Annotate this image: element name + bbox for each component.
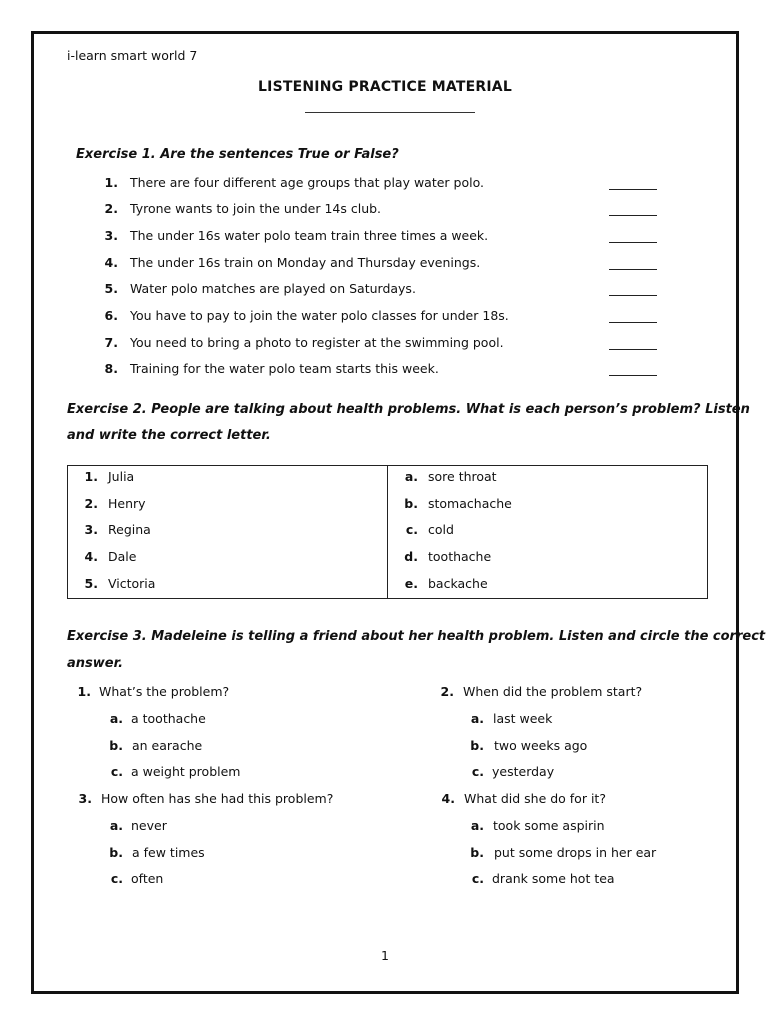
problem-row: d. toothache [404, 549, 492, 564]
page-border [31, 31, 766, 994]
option-letter[interactable]: b. [109, 738, 123, 753]
option-letter[interactable]: a. [109, 818, 123, 833]
answer-blank[interactable] [609, 269, 657, 270]
question-text: How often has she had this problem? [101, 791, 334, 806]
option-letter[interactable]: a. [470, 818, 484, 833]
answer-blank[interactable] [609, 242, 657, 243]
option-letter[interactable]: c. [110, 764, 123, 779]
answer-blank[interactable] [609, 375, 657, 376]
problem-row: c. cold [405, 522, 454, 537]
ex1-item-text: Water polo matches are played on Saturdays. [130, 281, 416, 296]
question-text: What did she do for it? [464, 791, 606, 806]
ex1-item-num: 4. [104, 255, 118, 270]
matching-table [67, 465, 708, 599]
option-letter[interactable]: c. [471, 871, 484, 886]
answer-blank[interactable] [609, 349, 657, 350]
answer-blank[interactable] [609, 189, 657, 190]
option-letter[interactable]: c. [110, 871, 123, 886]
option-letter[interactable]: a. [109, 711, 123, 726]
exercise1-heading: Exercise 1. Are the sentences True or False? [76, 147, 399, 162]
page-title: LISTENING PRACTICE MATERIAL [258, 79, 512, 95]
problem-row: b. stomachache [404, 496, 512, 511]
question-num: 3. [78, 791, 92, 806]
exercise3-heading-cont: answer. [67, 656, 124, 671]
ex1-item-text: The under 16s water polo team train three times a week. [130, 228, 489, 243]
ex1-item-num: 7. [104, 335, 118, 350]
exercise3-heading: Exercise 3. Madeleine is telling a friend about her health problem. Listen and circle the correct [67, 629, 766, 644]
person-row: 5. Victoria [84, 576, 156, 591]
option-text[interactable]: an earache [132, 738, 203, 753]
question-num: 2. [440, 684, 454, 699]
option-text[interactable]: drank some hot tea [492, 871, 615, 886]
answer-blank[interactable] [609, 322, 657, 323]
problems-column [388, 466, 708, 599]
option-letter[interactable]: c. [471, 764, 484, 779]
ex1-item-text: Tyrone wants to join the under 14s club. [130, 201, 382, 216]
option-text[interactable]: two weeks ago [494, 738, 588, 753]
problem-row: a. sore throat [404, 469, 497, 484]
ex1-item-text: You need to bring a photo to register at the swimming pool. [130, 335, 504, 350]
option-letter[interactable]: a. [470, 711, 484, 726]
option-letter[interactable]: b. [109, 845, 123, 860]
option-text[interactable]: yesterday [492, 764, 555, 779]
title-underline [305, 112, 475, 113]
ex1-item-text: The under 16s train on Monday and Thursday evenings. [130, 255, 481, 270]
ex1-item-num: 1. [104, 175, 118, 190]
option-text[interactable]: took some aspirin [493, 818, 605, 833]
page-number: 1 [381, 948, 389, 963]
exercise2-heading-cont: and write the correct letter. [67, 428, 271, 443]
option-text[interactable]: a few times [132, 845, 205, 860]
option-letter[interactable]: b. [470, 845, 484, 860]
problem-row: e. backache [404, 576, 488, 591]
option-text[interactable]: last week [493, 711, 553, 726]
ex1-item-text: You have to pay to join the water polo classes for under 18s. [130, 308, 509, 323]
ex1-item-num: 8. [104, 361, 118, 376]
option-text[interactable]: put some drops in her ear [494, 845, 657, 860]
option-letter[interactable]: b. [470, 738, 484, 753]
question-num: 4. [441, 791, 455, 806]
ex1-item-text: Training for the water polo team starts this week. [130, 361, 439, 376]
people-column [68, 466, 388, 599]
person-row: 4. Dale [84, 549, 137, 564]
option-text[interactable]: a weight problem [131, 764, 241, 779]
question-num: 1. [77, 684, 91, 699]
answer-blank[interactable] [609, 295, 657, 296]
question-text: What’s the problem? [99, 684, 230, 699]
option-text[interactable]: often [131, 871, 164, 886]
option-text[interactable]: a toothache [131, 711, 206, 726]
ex1-item-num: 6. [104, 308, 118, 323]
option-text[interactable]: never [131, 818, 167, 833]
exercise2-heading: Exercise 2. People are talking about health problems. What is each person’s problem? Listen [67, 402, 750, 417]
person-row: 1. Julia [84, 469, 135, 484]
person-row: 3. Regina [84, 522, 151, 537]
answer-blank[interactable] [609, 215, 657, 216]
question-text: When did the problem start? [463, 684, 643, 699]
ex1-item-num: 2. [104, 201, 118, 216]
ex1-item-num: 3. [104, 228, 118, 243]
ex1-item-num: 5. [104, 281, 118, 296]
series-label: i-learn smart world 7 [67, 48, 198, 63]
person-row: 2. Henry [84, 496, 146, 511]
ex1-item-text: There are four different age groups that play water polo. [130, 175, 484, 190]
